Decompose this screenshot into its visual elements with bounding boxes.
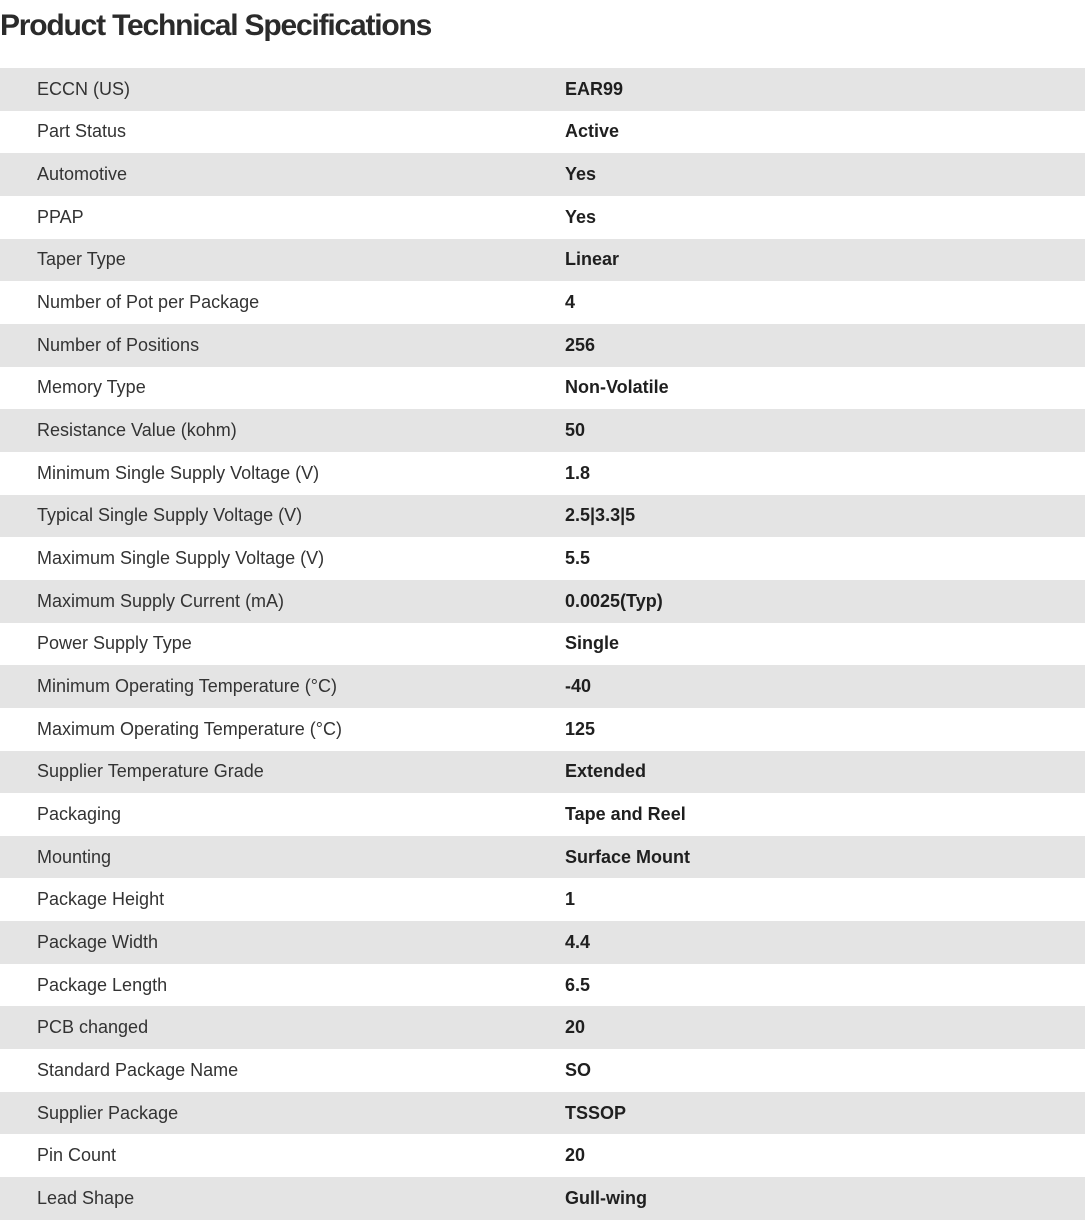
spec-label: Packaging	[37, 803, 122, 824]
spec-value: 256	[565, 334, 596, 355]
table-row	[0, 1049, 1085, 1092]
spec-value: Tape and Reel	[565, 803, 686, 824]
table-row	[0, 452, 1085, 495]
spec-value: 1.8	[565, 462, 591, 483]
spec-label: Standard Package Name	[37, 1059, 239, 1080]
spec-value: 4.4	[565, 931, 591, 952]
spec-label: Minimum Operating Temperature (°C)	[37, 676, 337, 697]
spec-value: Extended	[565, 761, 647, 782]
spec-label: Mounting	[37, 846, 112, 867]
table-row	[0, 281, 1085, 324]
table-row	[0, 964, 1085, 1007]
spec-value: Yes	[565, 206, 597, 227]
spec-label: Number of Positions	[37, 334, 200, 355]
table-row	[0, 239, 1085, 282]
spec-value: Gull-wing	[565, 1187, 647, 1208]
spec-table-body	[0, 68, 1085, 1220]
spec-label: Package Length	[37, 974, 168, 995]
spec-value: 4	[565, 292, 576, 313]
spec-value: Single	[565, 633, 620, 654]
spec-value: Linear	[565, 249, 620, 270]
table-row	[0, 537, 1085, 580]
spec-label: PCB changed	[37, 1017, 149, 1038]
spec-label: Number of Pot per Package	[37, 292, 260, 313]
spec-label: Taper Type	[37, 249, 126, 270]
table-row	[0, 1092, 1085, 1135]
spec-value: 5.5	[565, 548, 591, 569]
spec-label: Supplier Package	[37, 1102, 179, 1123]
table-row	[0, 921, 1085, 964]
spec-value: Yes	[565, 164, 597, 185]
table-row	[0, 153, 1085, 196]
table-row	[0, 111, 1085, 154]
spec-label: Pin Count	[37, 1145, 117, 1166]
spec-value: TSSOP	[565, 1102, 627, 1123]
spec-label: Maximum Single Supply Voltage (V)	[37, 548, 325, 569]
table-row	[0, 793, 1085, 836]
spec-label: Maximum Operating Temperature (°C)	[37, 718, 342, 739]
spec-label: Power Supply Type	[37, 633, 192, 654]
table-row	[0, 1006, 1085, 1049]
page-title: Product Technical Specifications	[0, 9, 432, 42]
table-row	[0, 708, 1085, 751]
table-row	[0, 751, 1085, 794]
spec-value: SO	[565, 1059, 592, 1080]
table-row	[0, 1134, 1085, 1177]
table-row	[0, 580, 1085, 623]
spec-label: PPAP	[37, 206, 84, 227]
spec-label: Package Width	[37, 931, 159, 952]
spec-value: -40	[565, 676, 592, 697]
spec-value: 20	[565, 1017, 586, 1038]
table-row	[0, 68, 1085, 111]
spec-label: Maximum Supply Current (mA)	[37, 590, 285, 611]
spec-value: Surface Mount	[565, 846, 691, 867]
table-row	[0, 495, 1085, 538]
spec-value: 20	[565, 1145, 586, 1166]
spec-value: 125	[565, 718, 596, 739]
spec-label: Resistance Value (kohm)	[37, 420, 237, 441]
spec-label: Part Status	[37, 121, 127, 142]
spec-value: EAR99	[565, 78, 624, 99]
spec-label: Typical Single Supply Voltage (V)	[37, 505, 303, 526]
table-row	[0, 665, 1085, 708]
table-row	[0, 878, 1085, 921]
table-row	[0, 836, 1085, 879]
spec-value: 50	[565, 420, 586, 441]
spec-label: Minimum Single Supply Voltage (V)	[37, 462, 320, 483]
spec-value: 1	[565, 889, 576, 910]
table-row	[0, 623, 1085, 666]
spec-label: ECCN (US)	[37, 78, 130, 99]
table-row	[0, 367, 1085, 410]
table-row	[0, 409, 1085, 452]
spec-value: 2.5|3.3|5	[565, 505, 636, 526]
table-row	[0, 324, 1085, 367]
spec-table	[0, 68, 1085, 1220]
spec-label: Package Height	[37, 889, 165, 910]
spec-label: Memory Type	[37, 377, 146, 398]
spec-label: Automotive	[37, 164, 128, 185]
spec-label: Lead Shape	[37, 1187, 135, 1208]
spec-value: 0.0025(Typ)	[565, 590, 663, 611]
table-row	[0, 196, 1085, 239]
spec-value: Non-Volatile	[565, 377, 669, 398]
spec-value: 6.5	[565, 974, 591, 995]
spec-label: Supplier Temperature Grade	[37, 761, 264, 782]
table-row	[0, 1177, 1085, 1220]
spec-value: Active	[565, 121, 620, 142]
